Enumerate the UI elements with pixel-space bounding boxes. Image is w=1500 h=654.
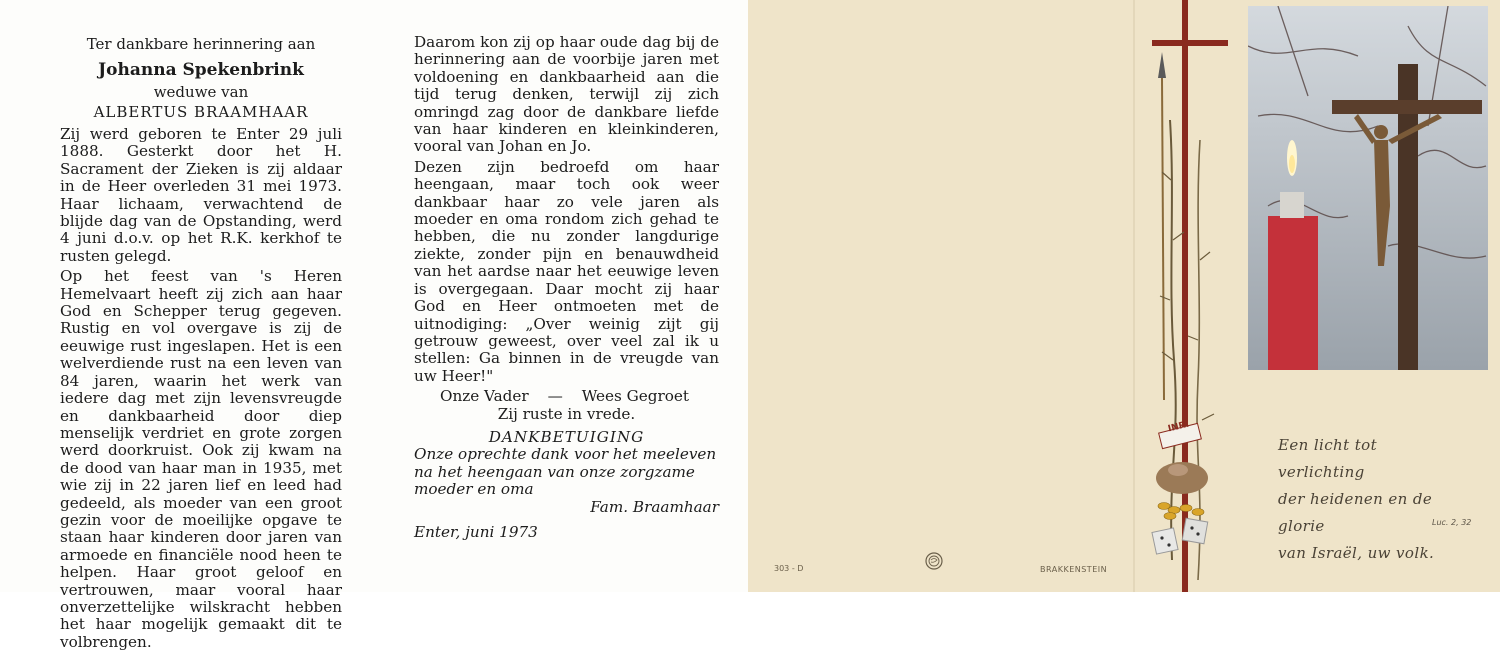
text-column-right [414, 34, 719, 541]
silver-coins [1158, 503, 1204, 520]
spear-tip-icon [1158, 52, 1166, 78]
relation-line: weduwe van [153, 83, 249, 101]
red-staff [1182, 0, 1188, 592]
cover-quote [1278, 432, 1468, 567]
bible-reference: Luc. 2, 32 [1432, 518, 1472, 527]
quote-line-1: Een licht tot verlichting [1278, 436, 1377, 481]
quote-line-2: der heidenen en de glorie [1278, 490, 1433, 535]
prayer-our-father: Onze Vader [440, 387, 529, 406]
text-column-left [60, 34, 342, 654]
spouse-name: ALBERTUS BRAAMHAAR [93, 103, 309, 121]
card-code: 303 - D [774, 564, 804, 573]
paragraph-life: Op het feest van 's Heren Hemelvaart heeft zij zich aan haar God en Schepper terug gegeven. Rustig en vol overgave is zij de eeuwige rust ingeslapen. Het is een welverdiende rust na een leven van 84 jaren, waarin het werk van iedere dag met zijn levensvreugde en dankbaarheid door diep menselijk verdriet en grote zorgen werd doorkruist. Ook zij kwam na de dood van haar man in 1935, met wie zij in 22 jaren lief en leed had gedeeld, als moeder van een groot gezin voor de moeilijke opgave te staan haar kinderen door jaren van armoede en financiële nood heen te helpen. Haar groot geloof en vertrouwen, maar vooral haar onverzettelijke wilskracht hebben het haar mogelijk gemaakt dit te volbrengen. [60, 267, 342, 651]
fold-line [1133, 0, 1135, 592]
thorn-vine [1170, 120, 1176, 560]
publisher-logo-icon [924, 551, 944, 571]
prayer-separator: — [547, 387, 563, 406]
thanks-title: DANKBETUIGING [488, 427, 645, 446]
inri-label: INRI [1167, 419, 1191, 435]
family-signature: Fam. Braamhaar [590, 497, 719, 516]
thanks-text: Onze oprechte dank voor het meeleven na het heengaan van onze zorgzame moeder en oma [414, 445, 717, 499]
crucifix-candle-photo [1248, 6, 1488, 370]
cross-bar [1332, 100, 1482, 114]
place-date: Enter, juni 1973 [414, 522, 538, 541]
prayer-hail-mary: Wees Gegroet [581, 387, 689, 406]
quote-line-3: van Israël, uw volk. [1278, 544, 1435, 562]
paragraph-farewell: Dezen zijn bedroefd om haar heengaan, maar toch ook weer dankbaar haar zo vele jaren als moeder en oma rondom zich gehad te hebben, die nu zonder langdurige ziekte, zonder pijn en benauwdheid van het aardse naar het eeuwige leven is overgegaan. Daar mocht zij haar God en Heer ontmoeten met de uitnodiging: „Over weinig zijt gij getrouw geweest, over veel zal ik u stellen: Ga binnen in de vreugde van uw Heer!" [414, 157, 719, 385]
cross-beam [1152, 40, 1228, 46]
deceased-name: Johanna Spekenbrink [98, 60, 304, 80]
paragraph-birth-death: Zij werd geboren te Enter 29 juli 1888. Gesterkt door het H. Sacrament der Zieken is zij aldaar in de Heer overleden 31 mei 1973. Haar lichaam, verwachtend de blijde dag van de Opstanding, werd 4 juni d.o.v. op het R.K. kerkhof te rusten gelegd. [60, 125, 342, 265]
memorial-text-page [0, 0, 748, 651]
red-candle [1268, 216, 1318, 370]
opening-line: Ter dankbare herinnering aan [86, 35, 316, 53]
staff-cross-illustration [1140, 0, 1250, 592]
paragraph-remembrance: Daarom kon zij op haar oude dag bij de herinnering aan de voorbije jaren met voldoening en dankbaarheid aan die tijd terug denken, terwijl zij zich omringd zag door de dankbare liefde van haar kinderen en kleinkinderen, vooral van Johan en Jo. [414, 33, 719, 156]
prayers-line [414, 388, 719, 405]
candle-holder [1280, 192, 1304, 218]
rest-in-peace: Zij ruste in vrede. [497, 404, 636, 423]
publisher-name: BRAKKENSTEIN [1040, 565, 1108, 574]
